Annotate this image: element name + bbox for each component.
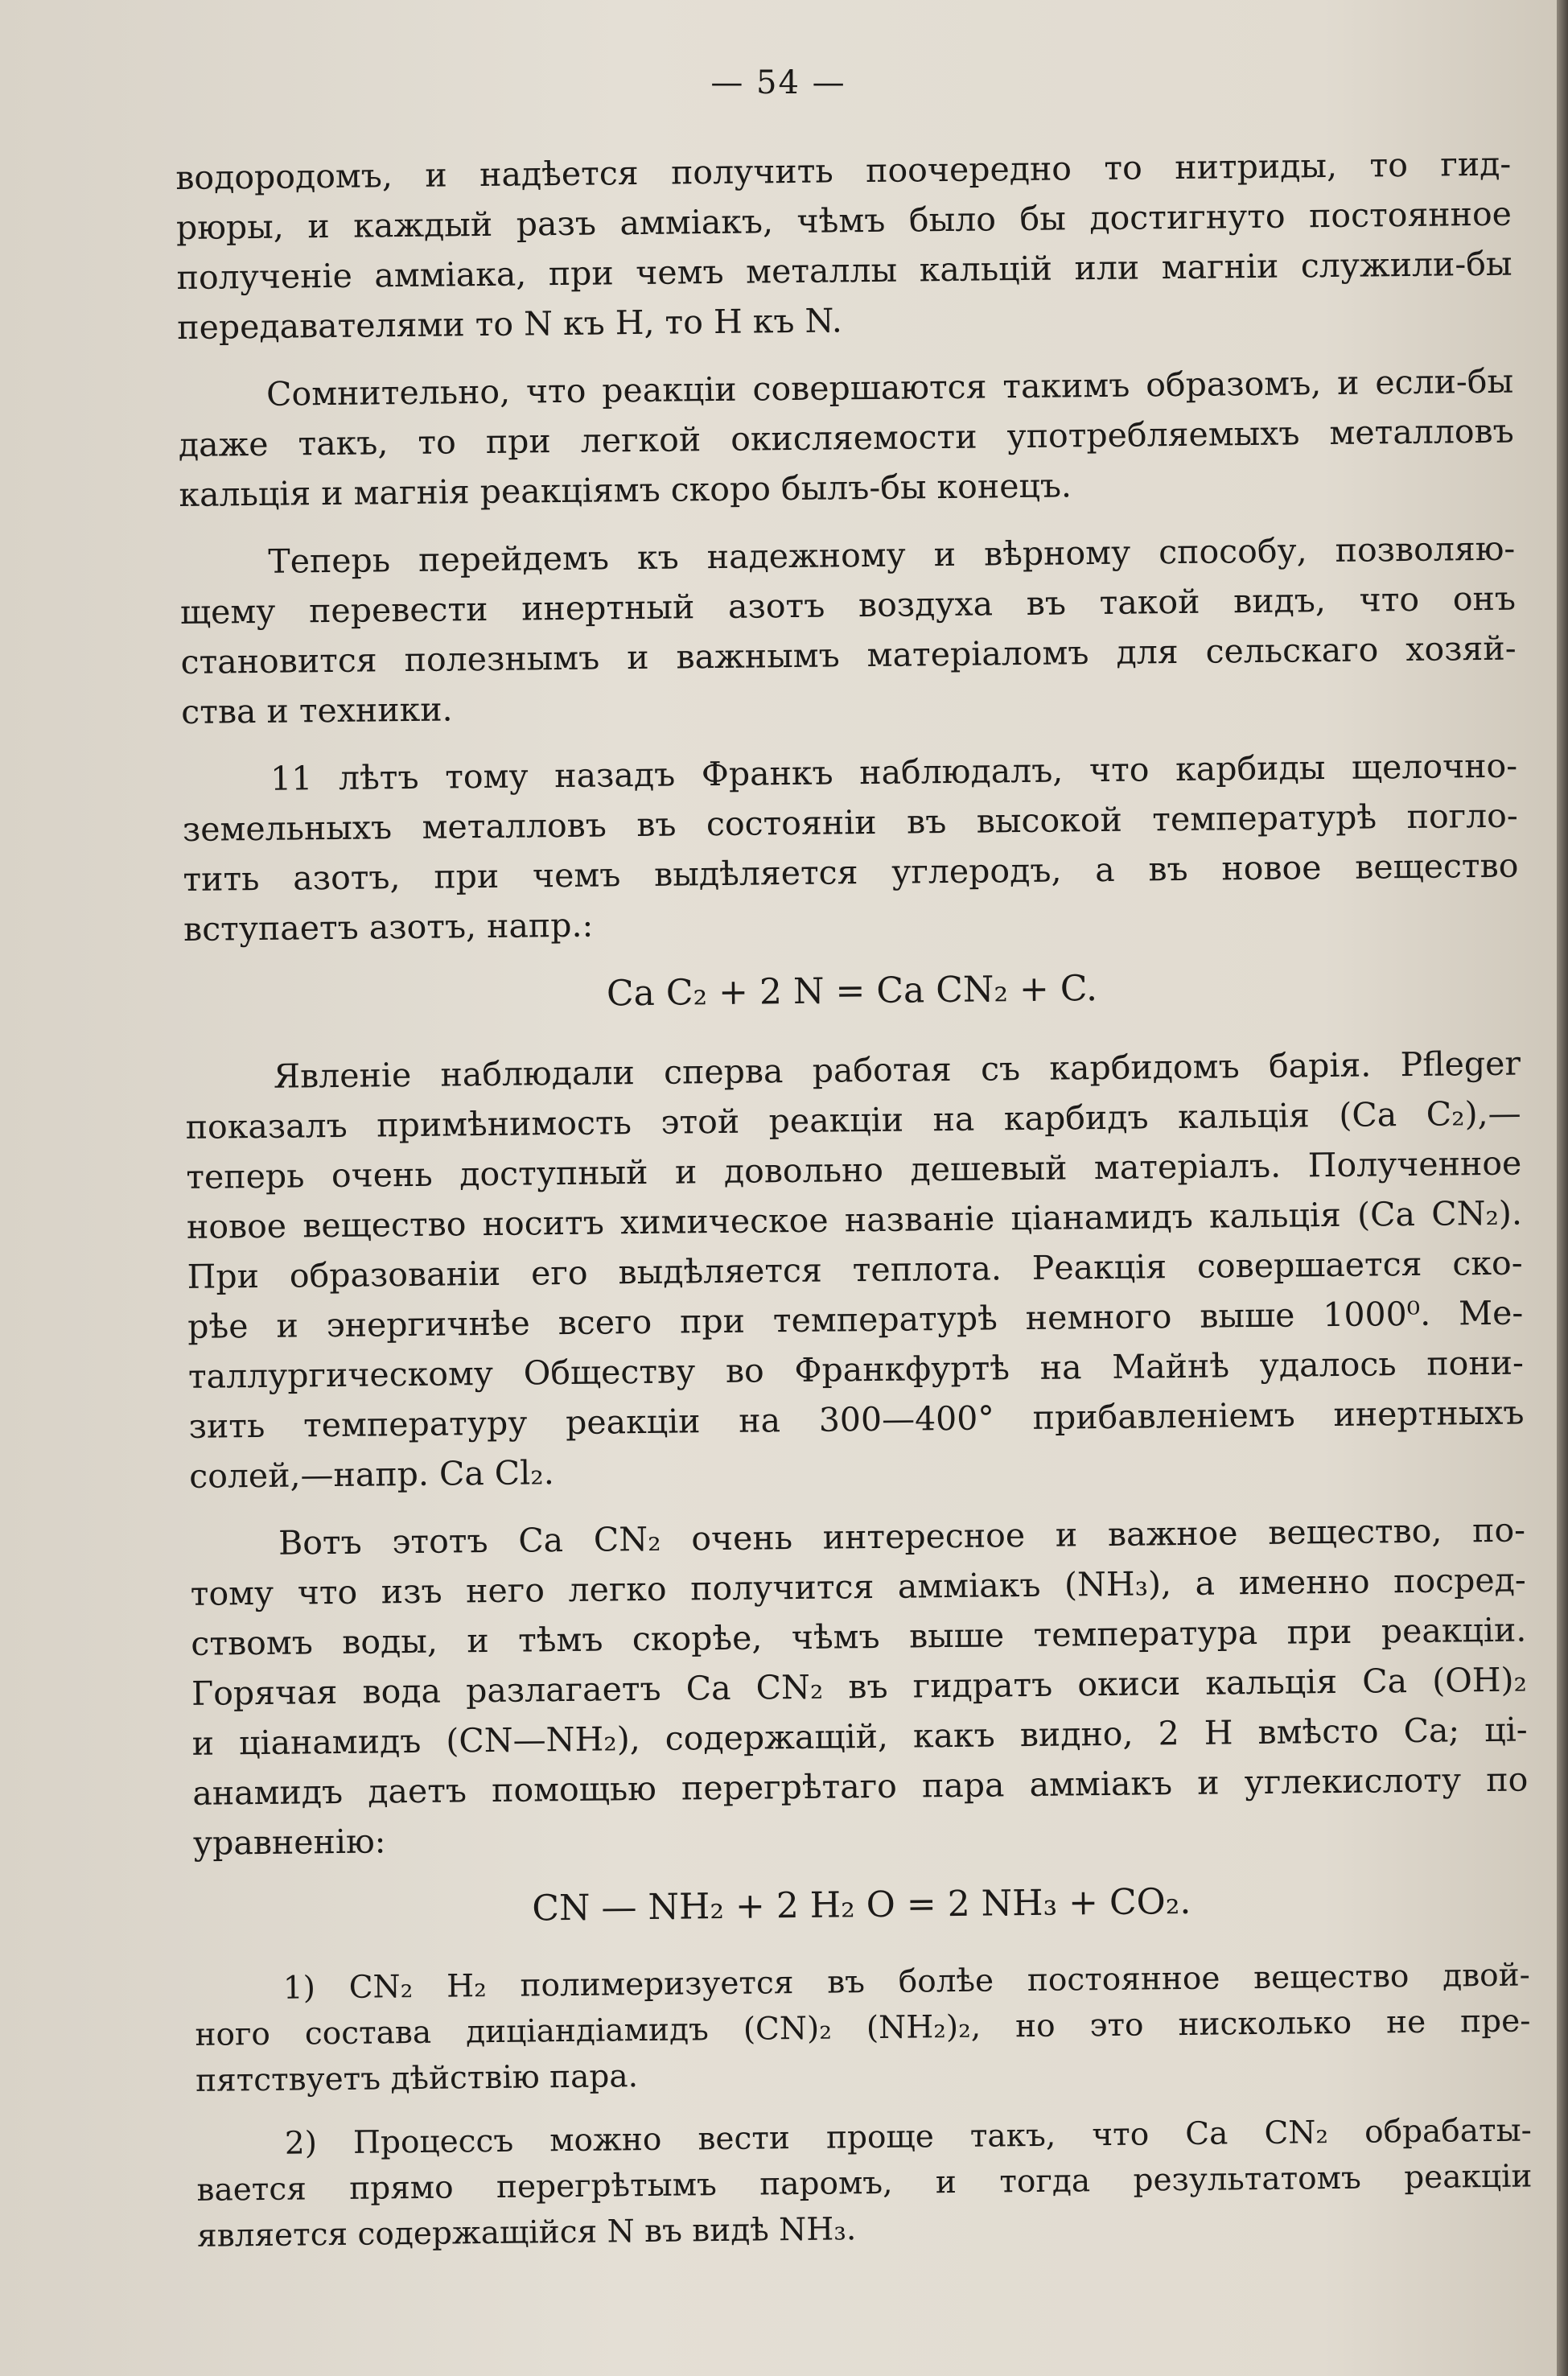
text-line: новое вещество носитъ химическое названіе ціанамидъ кальція (Ca CN₂). xyxy=(186,1193,1523,1246)
text-line: 11 лѣтъ тому назадъ Франкъ наблюдалъ, что карбиды щелочно- xyxy=(270,746,1518,798)
paragraph xyxy=(175,139,1513,352)
text-line: даже такъ, то при легкой окисляемости употребляемыхъ металловъ xyxy=(178,411,1514,464)
text-line: 2) Процессъ можно вести проще такъ, что Ca CN₂ обрабаты- xyxy=(284,2112,1533,2162)
text-line: вступаетъ азотъ, напр.: xyxy=(183,905,594,949)
text-line: и ціанамидъ (CN—NH₂), содержащій, какъ видно, 2 H вмѣсто Ca; ці- xyxy=(191,1710,1528,1763)
text-line: щему перевести инертный азотъ воздуха въ такой видъ, что онъ xyxy=(179,579,1517,632)
footnote xyxy=(195,1952,1532,2103)
paragraph xyxy=(185,1039,1525,1501)
text-line: Сомнительно, что реакціи совершаются такимъ образомъ, и если-бы xyxy=(265,361,1514,414)
text-line: является содержащійся N въ видѣ NH₃. xyxy=(196,2211,857,2255)
paragraph xyxy=(182,741,1520,954)
text-line: рюры, и каждый разъ амміакъ, чѣмъ было бы достигнуто постоянное xyxy=(175,194,1512,247)
paragraph xyxy=(190,1505,1529,1868)
text-line: рѣе и энергичнѣе всего при температурѣ немного выше 1000⁰. Ме- xyxy=(187,1293,1524,1346)
text-line: кальція и магнія реакціямъ скоро былъ-бы конецъ. xyxy=(179,466,1072,514)
text-line: показалъ примѣнимость этой реакціи на карбидъ кальція (Ca C₂),— xyxy=(185,1093,1521,1147)
text-line: передавателями то N къ H, то H къ N. xyxy=(177,301,842,347)
footnote xyxy=(196,2107,1533,2259)
chemical-formula: CN — NH₂ + 2 H₂ O = 2 NH₃ + CO₂. xyxy=(532,1880,1191,1929)
text-line: ного состава диціандіамидъ (CN)₂ (NH₂)₂, но это нисколько не пре- xyxy=(195,2003,1531,2053)
text-line: полученіе амміака, при чемъ металлы кальцій или магніи служили-бы xyxy=(176,244,1512,297)
text-line: ствомъ воды, и тѣмъ скорѣе, чѣмъ выше температура при реакціи. xyxy=(191,1610,1527,1663)
chemical-formula: Ca C₂ + 2 N = Ca CN₂ + C. xyxy=(606,968,1098,1015)
text-line: водородомъ, и надѣется получить поочередно то нитриды, то гид- xyxy=(175,144,1512,197)
text-line: ства и техники. xyxy=(181,690,453,731)
text-line: Теперь перейдемъ къ надежному и вѣрному способу, позволяю- xyxy=(268,529,1516,581)
text-line: Явленіе наблюдали сперва работая съ карбидомъ барія. Pfleger xyxy=(273,1044,1521,1096)
text-line: зить температуру реакціи на 300—400° прибавленіемъ инертныхъ xyxy=(188,1393,1525,1446)
page-number: — 54 — xyxy=(710,64,846,101)
paragraph xyxy=(178,356,1515,520)
text-line: земельныхъ металловъ въ состояніи въ высокой температурѣ погло- xyxy=(182,796,1518,849)
page-text xyxy=(175,139,1533,2259)
text-line: пятствуетъ дѣйствію пара. xyxy=(195,2058,639,2099)
text-line: При образованіи его выдѣляется теплота. Реакція совершается ско- xyxy=(187,1243,1523,1296)
text-line: солей,—напр. Ca Cl₂. xyxy=(188,1453,554,1496)
text-line: Вотъ этотъ Ca CN₂ очень интересное и важное вещество, по- xyxy=(278,1510,1526,1563)
text-line: уравненію: xyxy=(192,1822,386,1863)
page-edge xyxy=(1557,0,1568,2376)
text-line: становится полезнымъ и важнымъ матеріаломъ для сельскаго хозяй- xyxy=(180,628,1517,682)
text-line: 1) CN₂ H₂ полимеризуется въ болѣе постоянное вещество двой- xyxy=(282,1957,1531,2007)
text-line: вается прямо перегрѣтымъ паромъ, и тогда результатомъ реакціи xyxy=(196,2158,1533,2209)
text-line: тить азотъ, при чемъ выдѣляется углеродъ, а въ новое вещество xyxy=(183,846,1519,899)
text-line: анамидъ даетъ помощью перегрѣтаго пара амміакъ и углекислоту по xyxy=(192,1760,1529,1813)
text-line: Горячая вода разлагаетъ Ca CN₂ въ гидратъ окиси кальція Ca (OH)₂ xyxy=(191,1660,1528,1713)
text-line: теперь очень доступный и довольно дешевый матеріалъ. Полученное xyxy=(186,1143,1522,1196)
text-line: таллургическому Обществу во Франкфуртѣ на Майнѣ удалось пони- xyxy=(187,1343,1525,1396)
paragraph xyxy=(179,524,1517,737)
text-line: тому что изъ него легко получится амміакъ (NH₃), а именно посред- xyxy=(190,1560,1526,1613)
